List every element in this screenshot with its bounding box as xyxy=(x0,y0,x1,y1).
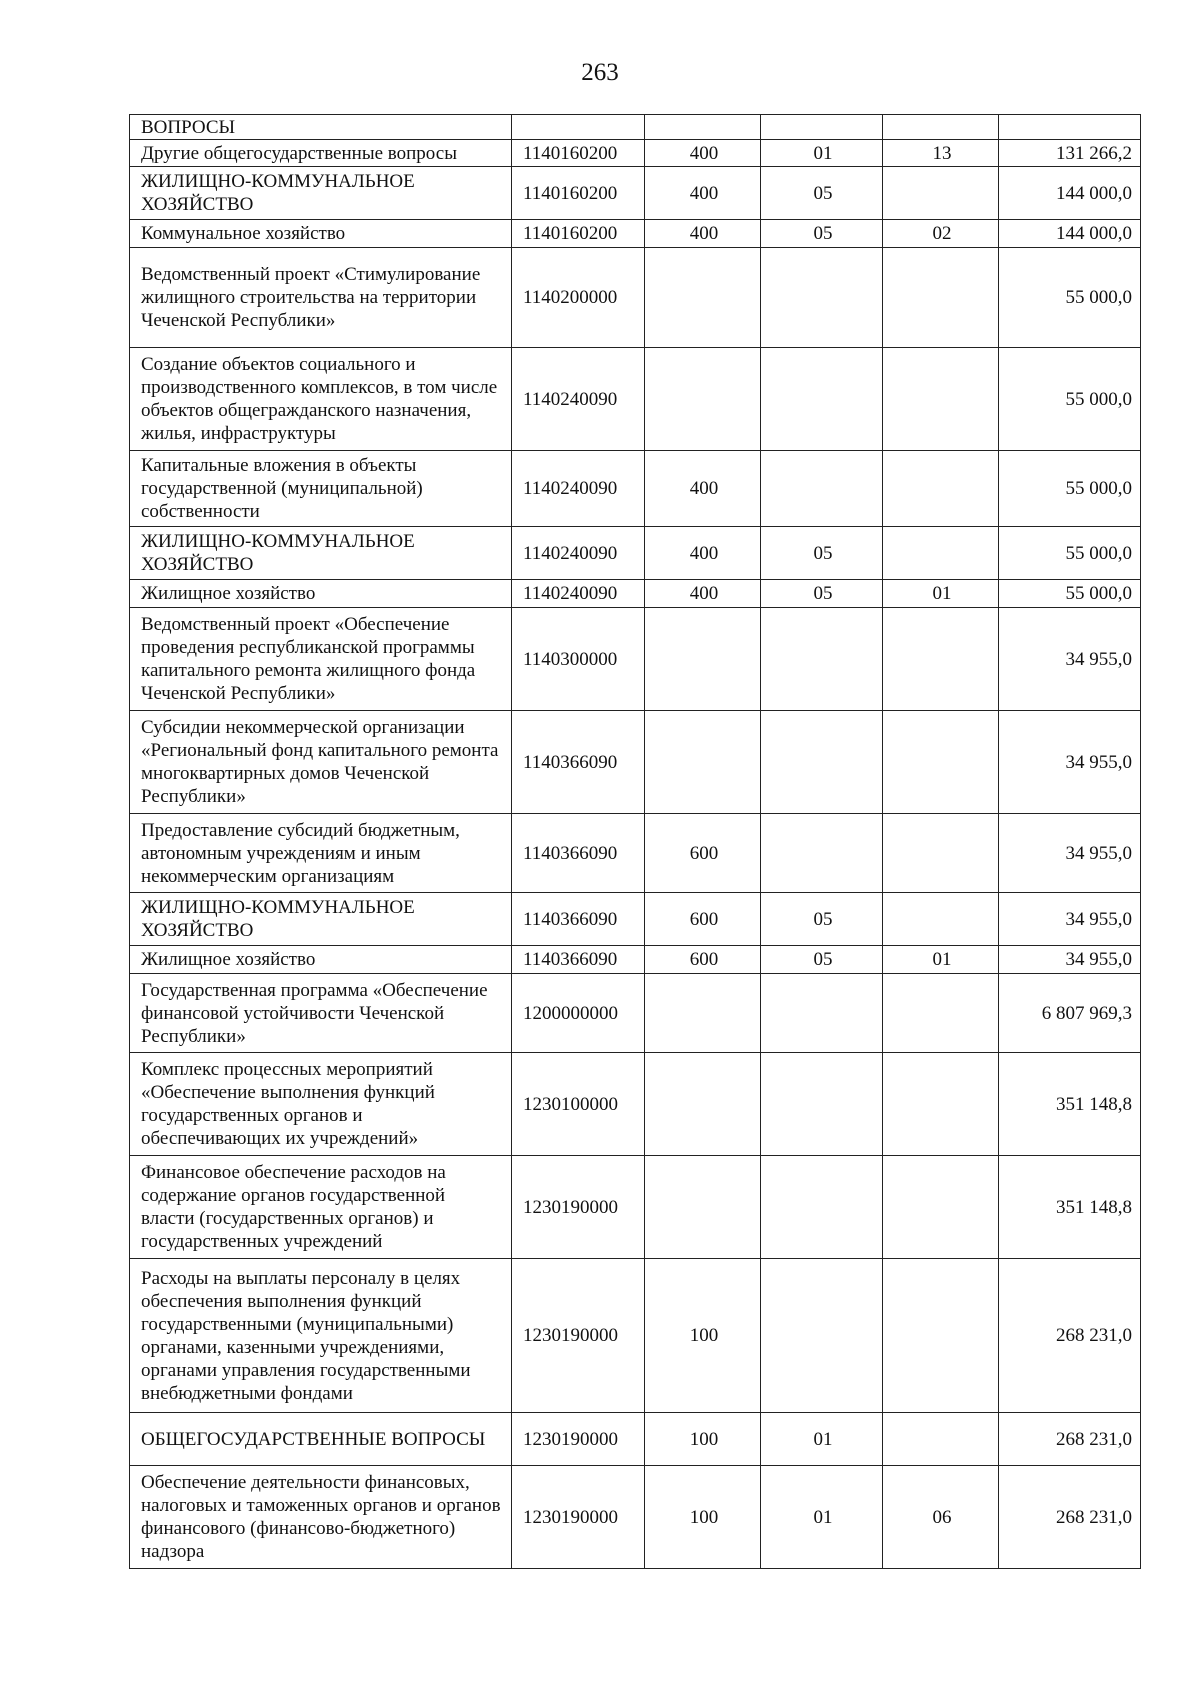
row-section xyxy=(761,1053,883,1156)
row-name: ЖИЛИЩНО-КОММУНАЛЬНОЕ ХОЗЯЙСТВО xyxy=(130,527,512,580)
row-subsection xyxy=(883,608,999,711)
row-target-code: 1140240090 xyxy=(512,527,645,580)
row-target-code: 1230190000 xyxy=(512,1466,645,1569)
row-expense-type xyxy=(645,115,761,140)
row-target-code xyxy=(512,115,645,140)
row-amount: 34 955,0 xyxy=(999,608,1141,711)
row-target-code: 1140160200 xyxy=(512,140,645,167)
row-name: Субсидии некоммерческой организации «Региональный фонд капитального ремонта многоквартирных домов Чеченской Республики» xyxy=(130,711,512,814)
row-amount: 55 000,0 xyxy=(999,580,1141,608)
table-row xyxy=(130,1413,1141,1466)
row-expense-type: 400 xyxy=(645,140,761,167)
row-amount: 268 231,0 xyxy=(999,1259,1141,1413)
row-target-code: 1140240090 xyxy=(512,451,645,527)
row-section: 01 xyxy=(761,140,883,167)
table-row xyxy=(130,608,1141,711)
row-amount: 144 000,0 xyxy=(999,220,1141,248)
row-name: Жилищное хозяйство xyxy=(130,946,512,974)
row-section: 01 xyxy=(761,1466,883,1569)
row-section: 05 xyxy=(761,893,883,946)
row-amount: 55 000,0 xyxy=(999,348,1141,451)
row-expense-type: 600 xyxy=(645,814,761,893)
table-row xyxy=(130,1053,1141,1156)
row-target-code: 1140240090 xyxy=(512,580,645,608)
row-target-code: 1140366090 xyxy=(512,711,645,814)
row-expense-type xyxy=(645,974,761,1053)
row-section xyxy=(761,1259,883,1413)
row-name: Предоставление субсидий бюджетным, автономным учреждениям и иным некоммерческим организациям xyxy=(130,814,512,893)
row-target-code: 1140160200 xyxy=(512,167,645,220)
row-expense-type: 600 xyxy=(645,946,761,974)
page-number: 263 xyxy=(581,59,619,86)
row-expense-type xyxy=(645,1156,761,1259)
row-expense-type: 400 xyxy=(645,451,761,527)
row-subsection xyxy=(883,1053,999,1156)
table-row xyxy=(130,946,1141,974)
row-name: Расходы на выплаты персоналу в целях обеспечения выполнения функций государственными (муниципальными) органами, казенными учреждениями, органами управления государственными внебюджетными фондами xyxy=(130,1259,512,1413)
row-amount: 351 148,8 xyxy=(999,1156,1141,1259)
row-section xyxy=(761,248,883,348)
row-subsection xyxy=(883,527,999,580)
row-section xyxy=(761,974,883,1053)
table-row xyxy=(130,220,1141,248)
row-subsection xyxy=(883,1259,999,1413)
table-row xyxy=(130,1466,1141,1569)
row-subsection xyxy=(883,974,999,1053)
table-row xyxy=(130,974,1141,1053)
row-section xyxy=(761,711,883,814)
row-expense-type: 100 xyxy=(645,1413,761,1466)
row-target-code: 1140200000 xyxy=(512,248,645,348)
row-name: Другие общегосударственные вопросы xyxy=(130,140,512,167)
row-subsection xyxy=(883,248,999,348)
row-name: Обеспечение деятельности финансовых, налоговых и таможенных органов и органов финансового (финансово-бюджетного) надзора xyxy=(130,1466,512,1569)
row-name: ЖИЛИЩНО-КОММУНАЛЬНОЕ ХОЗЯЙСТВО xyxy=(130,893,512,946)
row-amount: 55 000,0 xyxy=(999,451,1141,527)
row-name: Жилищное хозяйство xyxy=(130,580,512,608)
row-subsection: 13 xyxy=(883,140,999,167)
row-target-code: 1140240090 xyxy=(512,348,645,451)
table-row xyxy=(130,248,1141,348)
table-row xyxy=(130,1156,1141,1259)
row-target-code: 1230190000 xyxy=(512,1413,645,1466)
row-section: 05 xyxy=(761,220,883,248)
row-section xyxy=(761,115,883,140)
row-subsection xyxy=(883,814,999,893)
row-amount: 268 231,0 xyxy=(999,1413,1141,1466)
row-name: ЖИЛИЩНО-КОММУНАЛЬНОЕ ХОЗЯЙСТВО xyxy=(130,167,512,220)
table-row xyxy=(130,711,1141,814)
table-row xyxy=(130,893,1141,946)
row-amount: 55 000,0 xyxy=(999,248,1141,348)
row-section xyxy=(761,1156,883,1259)
row-target-code: 1140366090 xyxy=(512,893,645,946)
row-target-code: 1200000000 xyxy=(512,974,645,1053)
row-expense-type: 400 xyxy=(645,167,761,220)
row-amount: 34 955,0 xyxy=(999,711,1141,814)
row-amount: 6 807 969,3 xyxy=(999,974,1141,1053)
row-expense-type: 100 xyxy=(645,1259,761,1413)
row-section: 05 xyxy=(761,580,883,608)
row-section: 01 xyxy=(761,1413,883,1466)
row-target-code: 1140160200 xyxy=(512,220,645,248)
row-subsection xyxy=(883,1156,999,1259)
row-subsection: 02 xyxy=(883,220,999,248)
row-target-code: 1230190000 xyxy=(512,1259,645,1413)
row-section xyxy=(761,814,883,893)
row-amount: 268 231,0 xyxy=(999,1466,1141,1569)
row-name: Государственная программа «Обеспечение финансовой устойчивости Чеченской Республики» xyxy=(130,974,512,1053)
row-name: Ведомственный проект «Обеспечение проведения республиканской программы капитального ремонта жилищного фонда Чеченской Республики» xyxy=(130,608,512,711)
row-expense-type: 100 xyxy=(645,1466,761,1569)
row-section: 05 xyxy=(761,167,883,220)
row-target-code: 1230190000 xyxy=(512,1156,645,1259)
table-row xyxy=(130,140,1141,167)
row-section xyxy=(761,608,883,711)
row-name: Ведомственный проект «Стимулирование жилищного строительства на территории Чеченской Республики» xyxy=(130,248,512,348)
row-subsection xyxy=(883,1413,999,1466)
budget-table xyxy=(129,114,1141,1569)
row-name: Финансовое обеспечение расходов на содержание органов государственной власти (государственных органов) и государственных учреждений xyxy=(130,1156,512,1259)
row-name: Создание объектов социального и производственного комплексов, в том числе объектов общегражданского назначения, жилья, инфраструктуры xyxy=(130,348,512,451)
row-subsection xyxy=(883,893,999,946)
row-expense-type xyxy=(645,1053,761,1156)
row-expense-type xyxy=(645,348,761,451)
row-subsection: 06 xyxy=(883,1466,999,1569)
row-amount: 131 266,2 xyxy=(999,140,1141,167)
row-target-code: 1140300000 xyxy=(512,608,645,711)
row-subsection xyxy=(883,711,999,814)
row-name: Комплекс процессных мероприятий «Обеспечение выполнения функций государственных органов и обеспечивающих их учреждений» xyxy=(130,1053,512,1156)
row-name: ВОПРОСЫ xyxy=(130,115,512,140)
row-section: 05 xyxy=(761,527,883,580)
row-section xyxy=(761,451,883,527)
row-section: 05 xyxy=(761,946,883,974)
row-subsection: 01 xyxy=(883,946,999,974)
row-amount: 144 000,0 xyxy=(999,167,1141,220)
row-amount: 55 000,0 xyxy=(999,527,1141,580)
row-expense-type xyxy=(645,711,761,814)
row-subsection xyxy=(883,451,999,527)
row-expense-type xyxy=(645,608,761,711)
table-row xyxy=(130,348,1141,451)
table-row xyxy=(130,115,1141,140)
row-amount xyxy=(999,115,1141,140)
row-target-code: 1140366090 xyxy=(512,814,645,893)
row-name: ОБЩЕГОСУДАРСТВЕННЫЕ ВОПРОСЫ xyxy=(130,1413,512,1466)
table-row xyxy=(130,167,1141,220)
row-amount: 34 955,0 xyxy=(999,893,1141,946)
row-amount: 351 148,8 xyxy=(999,1053,1141,1156)
row-target-code: 1140366090 xyxy=(512,946,645,974)
row-expense-type: 400 xyxy=(645,527,761,580)
table-row xyxy=(130,580,1141,608)
table-row xyxy=(130,814,1141,893)
table-row xyxy=(130,451,1141,527)
row-subsection: 01 xyxy=(883,580,999,608)
row-expense-type: 600 xyxy=(645,893,761,946)
row-expense-type: 400 xyxy=(645,220,761,248)
table-row xyxy=(130,1259,1141,1413)
row-amount: 34 955,0 xyxy=(999,946,1141,974)
row-section xyxy=(761,348,883,451)
table-row xyxy=(130,527,1141,580)
row-subsection xyxy=(883,348,999,451)
row-expense-type: 400 xyxy=(645,580,761,608)
row-name: Коммунальное хозяйство xyxy=(130,220,512,248)
row-subsection xyxy=(883,167,999,220)
row-amount: 34 955,0 xyxy=(999,814,1141,893)
row-target-code: 1230100000 xyxy=(512,1053,645,1156)
row-subsection xyxy=(883,115,999,140)
row-expense-type xyxy=(645,248,761,348)
row-name: Капитальные вложения в объекты государственной (муниципальной) собственности xyxy=(130,451,512,527)
